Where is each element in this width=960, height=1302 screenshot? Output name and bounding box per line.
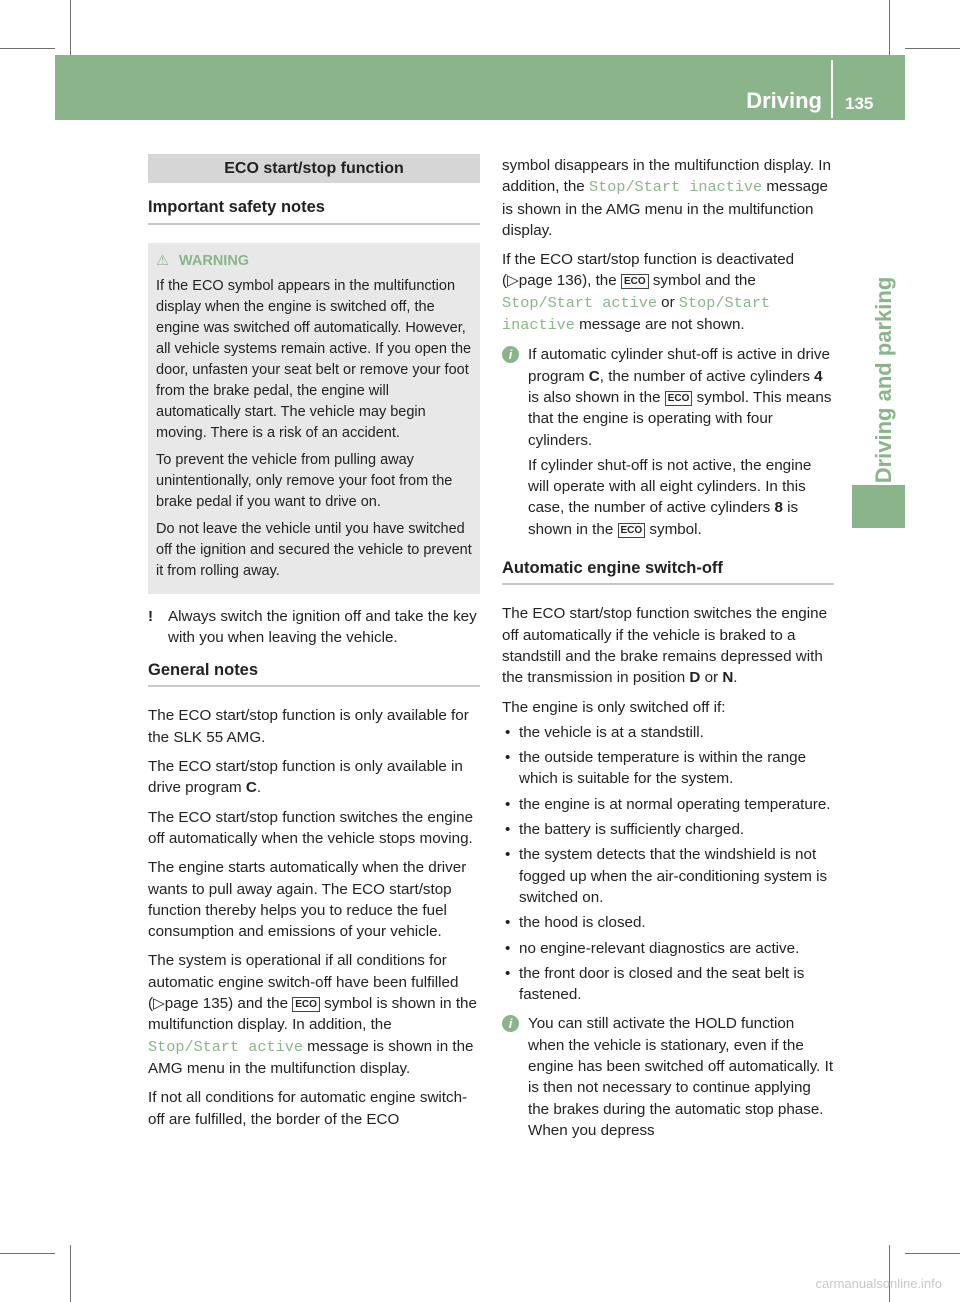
list-item: • the vehicle is at a standstill.: [502, 722, 834, 743]
side-tab-block: [852, 485, 905, 528]
eco-icon: ECO: [665, 391, 693, 406]
note-text: Always switch the ignition off and take the key with you when leaving the vehicle.: [168, 607, 477, 646]
paragraph: If not all conditions for automatic engine switch-off are fulfilled, the border of the ECO: [148, 1089, 468, 1128]
arrow-icon: ▷: [153, 995, 165, 1013]
display-message: Stop/Start inactive: [588, 178, 763, 197]
info-text: If cylinder shut-off is not active, the engine will operate with all eight cylinders. In this case, the number of active cylinders 8 is shown in the ECO symbol.: [528, 456, 812, 538]
safety-heading: Important safety notes: [148, 197, 480, 224]
paragraph: The engine is only switched off if:: [502, 698, 726, 716]
display-message: Stop/Start active: [502, 293, 657, 312]
list-item: • no engine-relevant diagnostics are active.: [502, 938, 834, 959]
display-message: Stop/Start inactive: [502, 293, 771, 335]
right-column: [502, 155, 834, 1153]
info-icon: i: [502, 346, 519, 363]
left-column: [148, 150, 480, 1138]
info-icon: i: [502, 1015, 519, 1032]
list-item: • the outside temperature is within the range which is suitable for the system.: [502, 747, 834, 790]
crop-mark: [0, 48, 55, 49]
arrow-icon: ▷: [507, 272, 519, 290]
warning-text: If the ECO symbol appears in the multifunction display when the engine is switched off, the engine was switched off automatically. However, all vehicle systems remain active. If you open the door, unfasten your seat belt or remove your foot from the brake pedal, the engine will automatically start. The vehicle may begin moving. There is a risk of an accident.: [156, 277, 472, 441]
eco-icon: ECO: [618, 523, 646, 538]
display-message: Stop/Start active: [148, 1037, 303, 1056]
general-heading: General notes: [148, 660, 480, 687]
paragraph: The ECO start/stop function is only available in drive program C.: [148, 758, 463, 797]
auto-switch-off-heading: Automatic engine switch-off: [502, 558, 834, 585]
warning-label: WARNING: [179, 252, 250, 269]
paragraph: If the ECO start/stop function is deactivated (▷page 136), the ECO symbol and the Stop/Start active or Stop/Start inactive message are not shown.: [502, 251, 795, 335]
paragraph: The ECO start/stop function switches the engine off automatically if the vehicle is braked to a standstill and the brake remains depressed with the transmission in position D or N.: [502, 605, 828, 687]
info-note: [502, 344, 834, 544]
section-bar: ECO start/stop function: [148, 154, 480, 183]
note: [148, 606, 480, 649]
header-divider: [831, 60, 833, 118]
info-text: If automatic cylinder shut-off is active in drive program C, the number of active cylinders 4 is also shown in the ECO symbol. This means that the engine is operating with four cylinders.: [528, 346, 832, 449]
header-title: Driving: [746, 88, 822, 113]
paragraph: The engine starts automatically when the driver wants to pull away again. The ECO start/stop function thereby helps you to reduce the fuel consumption and emissions of your vehicle.: [148, 859, 467, 941]
warning-heading: [156, 251, 472, 272]
page-number: 135: [845, 94, 874, 113]
warning-box: [148, 243, 480, 594]
info-note: [502, 1013, 834, 1145]
crop-mark: [905, 1253, 960, 1254]
paragraph: The ECO start/stop function switches the engine off automatically when the vehicle stops moving.: [148, 808, 474, 847]
warning-icon: ⚠: [156, 252, 169, 269]
paragraph: symbol disappears in the multifunction display. In addition, the Stop/Start inactive message is shown in the AMG menu in the multifunction display.: [502, 157, 831, 239]
crop-mark: [70, 1245, 71, 1302]
list-item: • the engine is at normal operating temperature.: [502, 794, 834, 815]
crop-mark: [905, 48, 960, 49]
warning-text: To prevent the vehicle from pulling away unintentionally, only remove your foot from the brake pedal if you want to drive on.: [156, 451, 453, 510]
crop-mark: [889, 0, 890, 55]
conditions-list: [502, 722, 834, 1006]
crop-mark: [889, 1245, 890, 1302]
eco-icon: ECO: [621, 274, 649, 289]
eco-icon: ECO: [292, 997, 320, 1012]
footer-watermark: carmanualsonline.info: [815, 1276, 942, 1291]
exclamation-icon: !: [148, 607, 154, 625]
warning-text: Do not leave the vehicle until you have switched off the ignition and secured the vehicle to prevent it from rolling away.: [156, 520, 472, 579]
side-tab-text: Driving and parking: [871, 276, 896, 484]
crop-mark: [70, 0, 71, 55]
list-item: • the system detects that the windshield is not fogged up when the air-conditioning system is switched on.: [502, 844, 834, 908]
paragraph: The ECO start/stop function is only available for the SLK 55 AMG.: [148, 707, 469, 746]
side-tab-label: [864, 250, 904, 510]
info-text: You can still activate the HOLD function when the vehicle is stationary, even if the engine has been switched off automatically. It is then not necessary to continue applying the brakes during the automatic stop phase. When you depress: [528, 1015, 834, 1139]
list-item: • the front door is closed and the seat belt is fastened.: [502, 963, 834, 1006]
list-item: • the battery is sufficiently charged.: [502, 819, 834, 840]
crop-mark: [0, 1253, 55, 1254]
paragraph: The system is operational if all conditions for automatic engine switch-off have been fulfilled (▷page 135) and the ECO symbol is shown in the multifunction display. In addition, the Stop/Start active message is shown in the AMG menu in the multifunction display.: [148, 952, 477, 1077]
list-item: • the hood is closed.: [502, 912, 834, 933]
